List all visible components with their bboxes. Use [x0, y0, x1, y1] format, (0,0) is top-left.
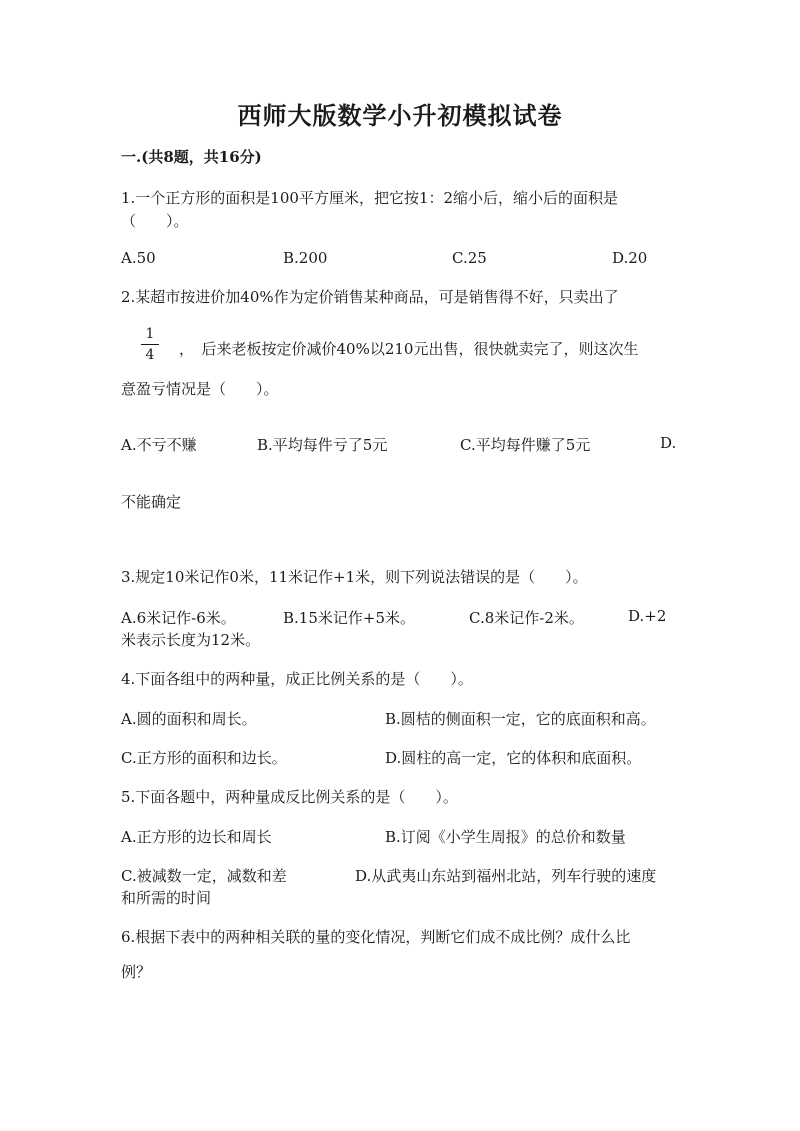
question-5-option-c: C.被减数一定，减数和差 — [121, 867, 287, 885]
question-1-option-b: B.200 — [283, 249, 328, 267]
fraction-one-quarter — [141, 325, 159, 364]
question-6-text-cont: 例？ — [121, 963, 152, 981]
question-2-text-cont: ， 后来老板按定价减价40%以210元出售，很快就卖完了，则这次生 — [179, 340, 639, 358]
question-4-option-a: A.圆的面积和周长。 — [121, 710, 257, 728]
question-2-option-b: B.平均每件亏了5元 — [257, 436, 388, 454]
question-6-text: 6.根据下表中的两种相关联的量的变化情况，判断它们成不成比例？成什么比 — [121, 928, 631, 946]
question-2-option-a: A.不亏不赚 — [121, 436, 197, 454]
question-2-text-cont-2: 意盈亏情况是（ ）。 — [121, 380, 279, 398]
fraction-bar — [141, 344, 159, 345]
question-2-option-d-cont: 不能确定 — [121, 493, 182, 511]
question-1-option-c: C.25 — [452, 249, 487, 267]
question-2-option-d: D. — [660, 434, 677, 452]
question-1-text-cont: （ ）。 — [121, 212, 189, 230]
question-2-option-c: C.平均每件赚了5元 — [460, 436, 591, 454]
question-5-option-d-cont: 和所需的时间 — [121, 889, 212, 907]
question-1-option-a: A.50 — [121, 249, 156, 267]
question-3-option-a: A.6米记作-6米。 — [121, 609, 236, 627]
question-5-option-b: B.订阅《小学生周报》的总价和数量 — [385, 828, 626, 846]
question-4-option-c: C.正方形的面积和边长。 — [121, 749, 287, 767]
page-title: 西师大版数学小升初模拟试卷 — [237, 101, 563, 130]
question-3-option-d-cont: 米表示长度为12米。 — [121, 631, 261, 649]
question-5-text: 5.下面各题中，两种量成反比例关系的是（ ）。 — [121, 788, 458, 806]
question-2-text: 2.某超市按进价加40%作为定价销售某种商品，可是销售得不好，只卖出了 — [121, 288, 619, 306]
fraction-numerator: 1 — [145, 326, 155, 342]
question-4-option-d: D.圆柱的高一定，它的体积和底面积。 — [385, 749, 642, 767]
question-3-option-d: D.+2 — [628, 607, 667, 625]
question-1-option-d: D.20 — [612, 249, 648, 267]
section-heading: 一.(共8题，共16分) — [121, 148, 262, 166]
question-4-text: 4.下面各组中的两种量，成正比例关系的是（ ）。 — [121, 670, 473, 688]
question-1-text: 1.一个正方形的面积是100平方厘米，把它按1：2缩小后，缩小后的面积是 — [121, 189, 619, 207]
question-3-option-c: C.8米记作-2米。 — [469, 609, 584, 627]
question-5-option-d: D.从武夷山东站到福州北站，列车行驶的速度 — [355, 867, 657, 885]
question-5-option-a: A.正方形的边长和周长 — [121, 828, 272, 846]
question-4-option-b: B.圆桔的侧面积一定，它的底面积和高。 — [385, 710, 656, 728]
fraction-denominator: 4 — [145, 347, 155, 363]
question-3-text: 3.规定10米记作0米，11米记作+1米，则下列说法错误的是（ ）。 — [121, 568, 588, 586]
question-3-option-b: B.15米记作+5米。 — [283, 609, 415, 627]
